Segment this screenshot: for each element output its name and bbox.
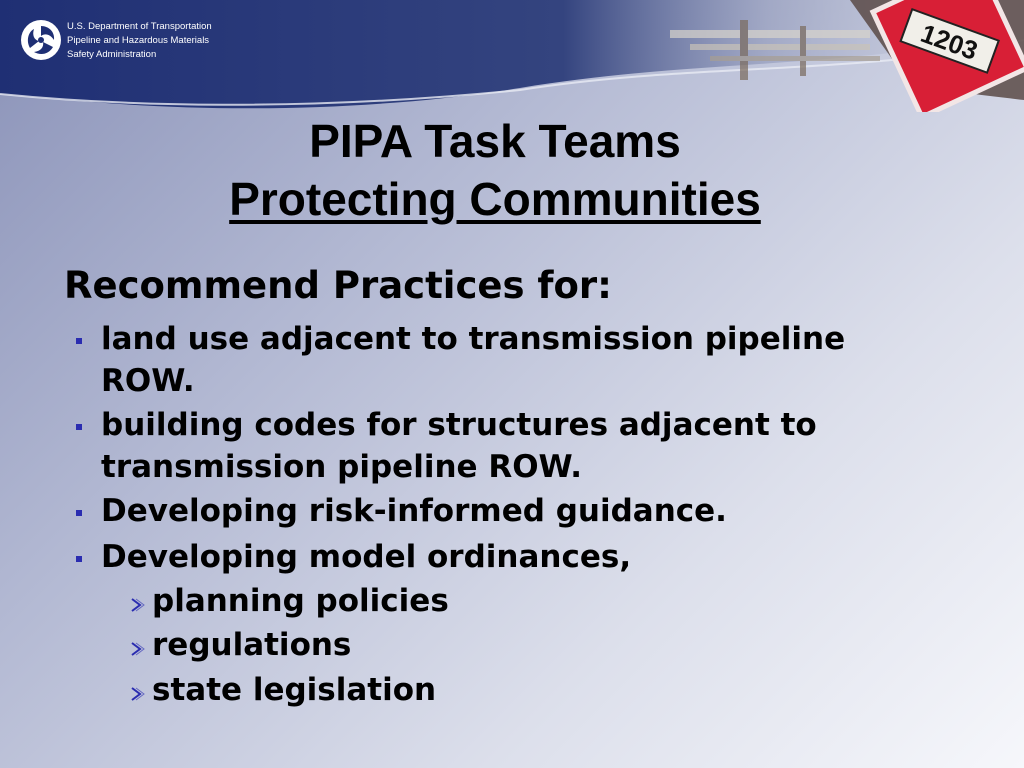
agency-name xyxy=(67,20,212,62)
square-bullet-icon xyxy=(76,556,82,562)
hazmat-placard-number: 1203 xyxy=(917,17,982,66)
bullet-item: building codes for structures adjacent to transmission pipeline ROW. xyxy=(101,407,817,485)
agency-line-3: Safety Administration xyxy=(67,49,157,60)
bullet-item: Developing risk-informed guidance. xyxy=(101,493,727,529)
square-bullet-icon xyxy=(76,424,82,430)
agency-line-1: U.S. Department of Transportation xyxy=(67,21,212,32)
sub-bullet-item: regulations xyxy=(152,627,352,663)
title-line-2: Protecting Communities xyxy=(229,173,761,225)
sub-bullet-item: planning policies xyxy=(152,583,449,619)
slide-title xyxy=(0,112,990,228)
sub-bullet-item: state legislation xyxy=(152,672,437,708)
slide-header xyxy=(0,0,1024,112)
dot-tri-swirl-logo-icon xyxy=(21,20,61,60)
pipeline-hazmat-photo xyxy=(650,0,1024,112)
bullet-item: land use adjacent to transmission pipeline ROW. xyxy=(101,321,846,399)
agency-line-2: Pipeline and Hazardous Materials xyxy=(67,35,210,46)
bullet-item: Developing model ordinances, xyxy=(101,539,632,575)
arrow-bullet-icon xyxy=(128,640,146,658)
square-bullet-icon xyxy=(76,338,82,344)
arrow-bullet-icon xyxy=(128,596,146,614)
title-line-1: PIPA Task Teams xyxy=(309,115,681,167)
square-bullet-icon xyxy=(76,510,82,516)
arrow-bullet-icon xyxy=(128,685,146,703)
lead-heading: Recommend Practices for: xyxy=(64,264,612,307)
